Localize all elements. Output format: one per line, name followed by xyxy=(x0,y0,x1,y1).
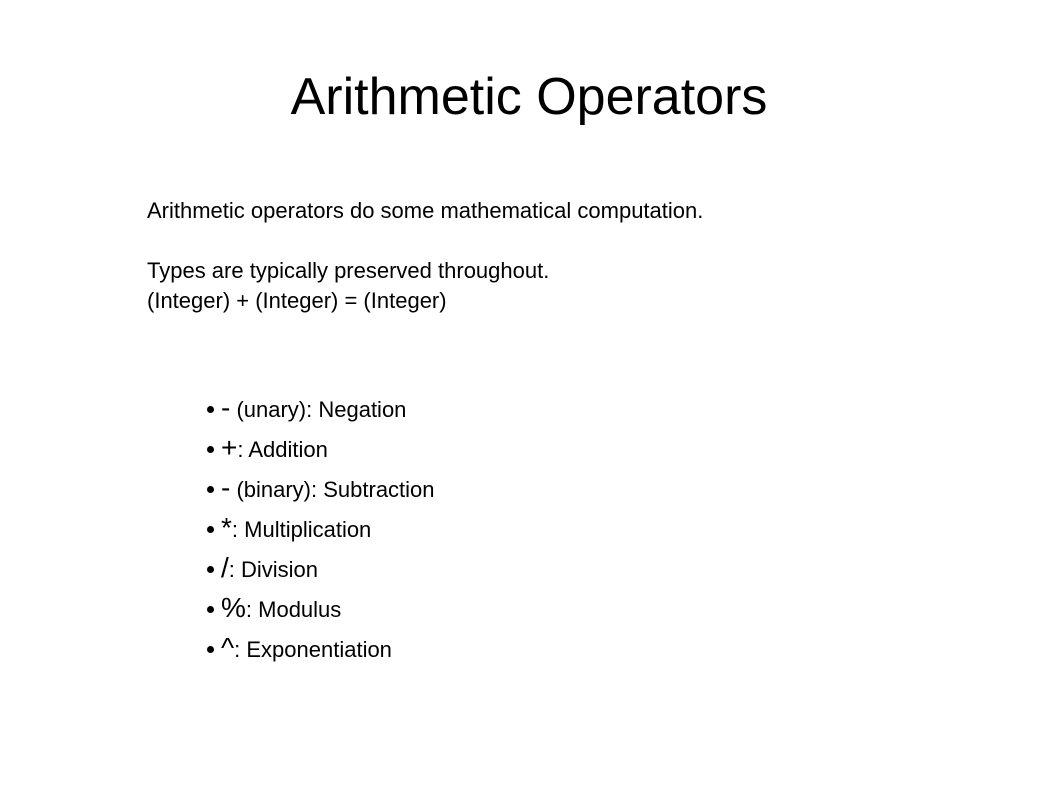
bullet-dot-icon xyxy=(207,566,214,573)
operator-symbol: + xyxy=(221,432,238,463)
operator-description: : Division xyxy=(228,557,319,582)
operator-description: : Modulus xyxy=(245,597,342,622)
operator-description: : Multiplication xyxy=(231,517,372,542)
operator-symbol: * xyxy=(221,512,232,543)
bullet-dot-icon xyxy=(207,486,214,493)
operator-description: (binary): Subtraction xyxy=(230,477,435,502)
operator-symbol: - xyxy=(221,392,231,423)
list-item-exponentiation xyxy=(209,628,435,668)
operator-list xyxy=(209,388,435,668)
intro-line-types: Types are typically preserved throughout. xyxy=(147,258,550,283)
list-item-addition xyxy=(209,428,435,468)
paragraph-gap xyxy=(147,226,703,256)
list-item-modulus xyxy=(209,588,435,628)
operator-symbol: / xyxy=(221,552,229,583)
bullet-dot-icon xyxy=(207,606,214,613)
operator-symbol: - xyxy=(221,472,231,503)
operator-description: : Exponentiation xyxy=(234,637,392,662)
bullet-dot-icon xyxy=(207,646,214,653)
list-item-multiplication xyxy=(209,508,435,548)
list-item-division xyxy=(209,548,435,588)
bullet-dot-icon xyxy=(207,446,214,453)
bullet-dot-icon xyxy=(207,406,214,413)
bullet-dot-icon xyxy=(207,526,214,533)
intro-line-example: (Integer) + (Integer) = (Integer) xyxy=(147,288,447,313)
operator-description: (unary): Negation xyxy=(230,397,407,422)
slide-title: Arithmetic Operators xyxy=(290,68,768,126)
list-item-subtraction xyxy=(209,468,435,508)
list-item-negation xyxy=(209,388,435,428)
operator-symbol: % xyxy=(221,592,246,623)
intro-line-description: Arithmetic operators do some mathematical computation. xyxy=(147,198,704,223)
operator-symbol: ^ xyxy=(221,632,235,663)
intro-text xyxy=(147,196,703,316)
operator-description: : Addition xyxy=(237,437,328,462)
